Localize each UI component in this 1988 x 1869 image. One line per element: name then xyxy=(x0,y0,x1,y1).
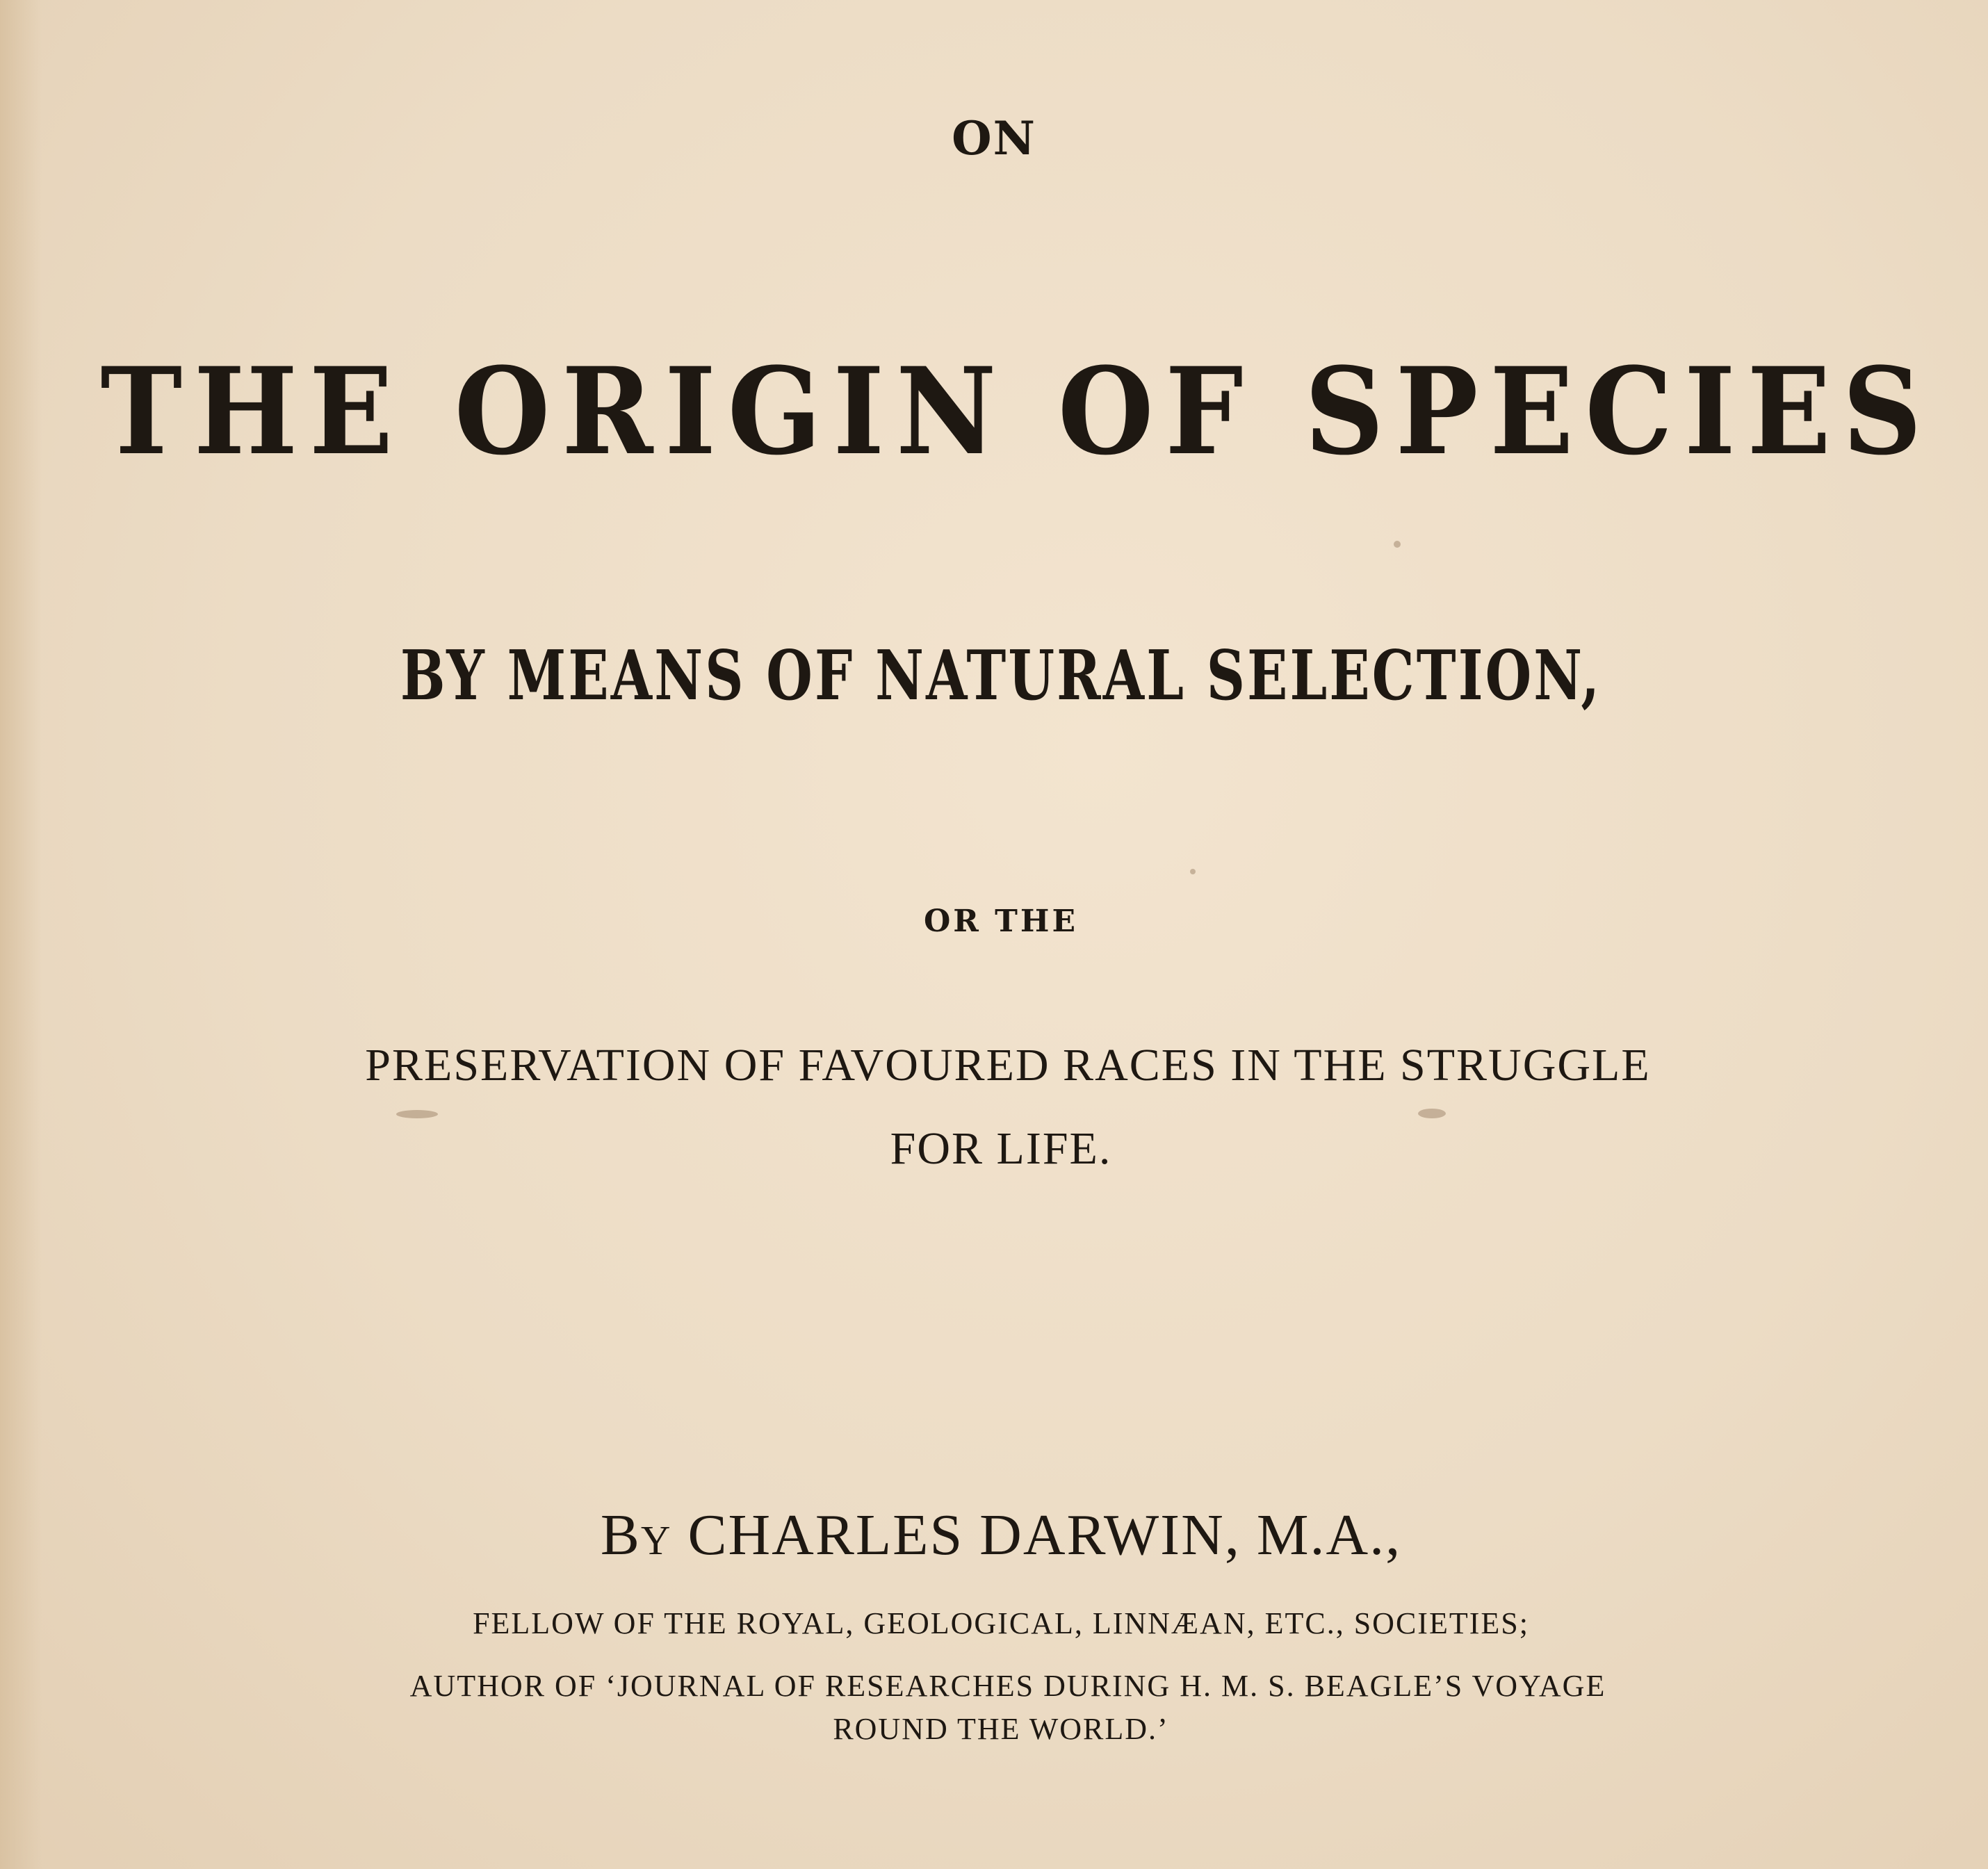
paper-speck xyxy=(1394,541,1401,548)
book-subtitle: BY MEANS OF NATURAL SELECTION, xyxy=(400,636,1602,716)
author-credential-line-2: AUTHOR OF ‘JOURNAL OF RESEARCHES DURING H. M. S. BEAGLE’S VOYAGE xyxy=(409,1669,1606,1703)
paper-stain xyxy=(396,1110,438,1118)
author-credential-line-1: FELLOW OF THE ROYAL, GEOLOGICAL, LINNÆAN, ETC., SOCIETIES; xyxy=(473,1606,1529,1640)
book-title: THE ORIGIN OF SPECIES xyxy=(100,341,1934,482)
alternate-title-line-2: FOR LIFE. xyxy=(890,1123,1112,1174)
paper-speck xyxy=(1190,869,1196,874)
alternate-title-line-1: PRESERVATION OF FAVOURED RACES IN THE STRUGGLE xyxy=(365,1040,1651,1091)
alternate-title-connector: OR THE xyxy=(923,904,1079,939)
title-prefix: ON xyxy=(952,111,1036,165)
author-credential-line-3: ROUND THE WORLD.’ xyxy=(833,1712,1169,1746)
by-word: By xyxy=(600,1503,672,1567)
paper-stain xyxy=(1418,1109,1446,1118)
author-byline xyxy=(7,1501,1988,1569)
author-name: CHARLES DARWIN, M.A., xyxy=(687,1503,1402,1567)
